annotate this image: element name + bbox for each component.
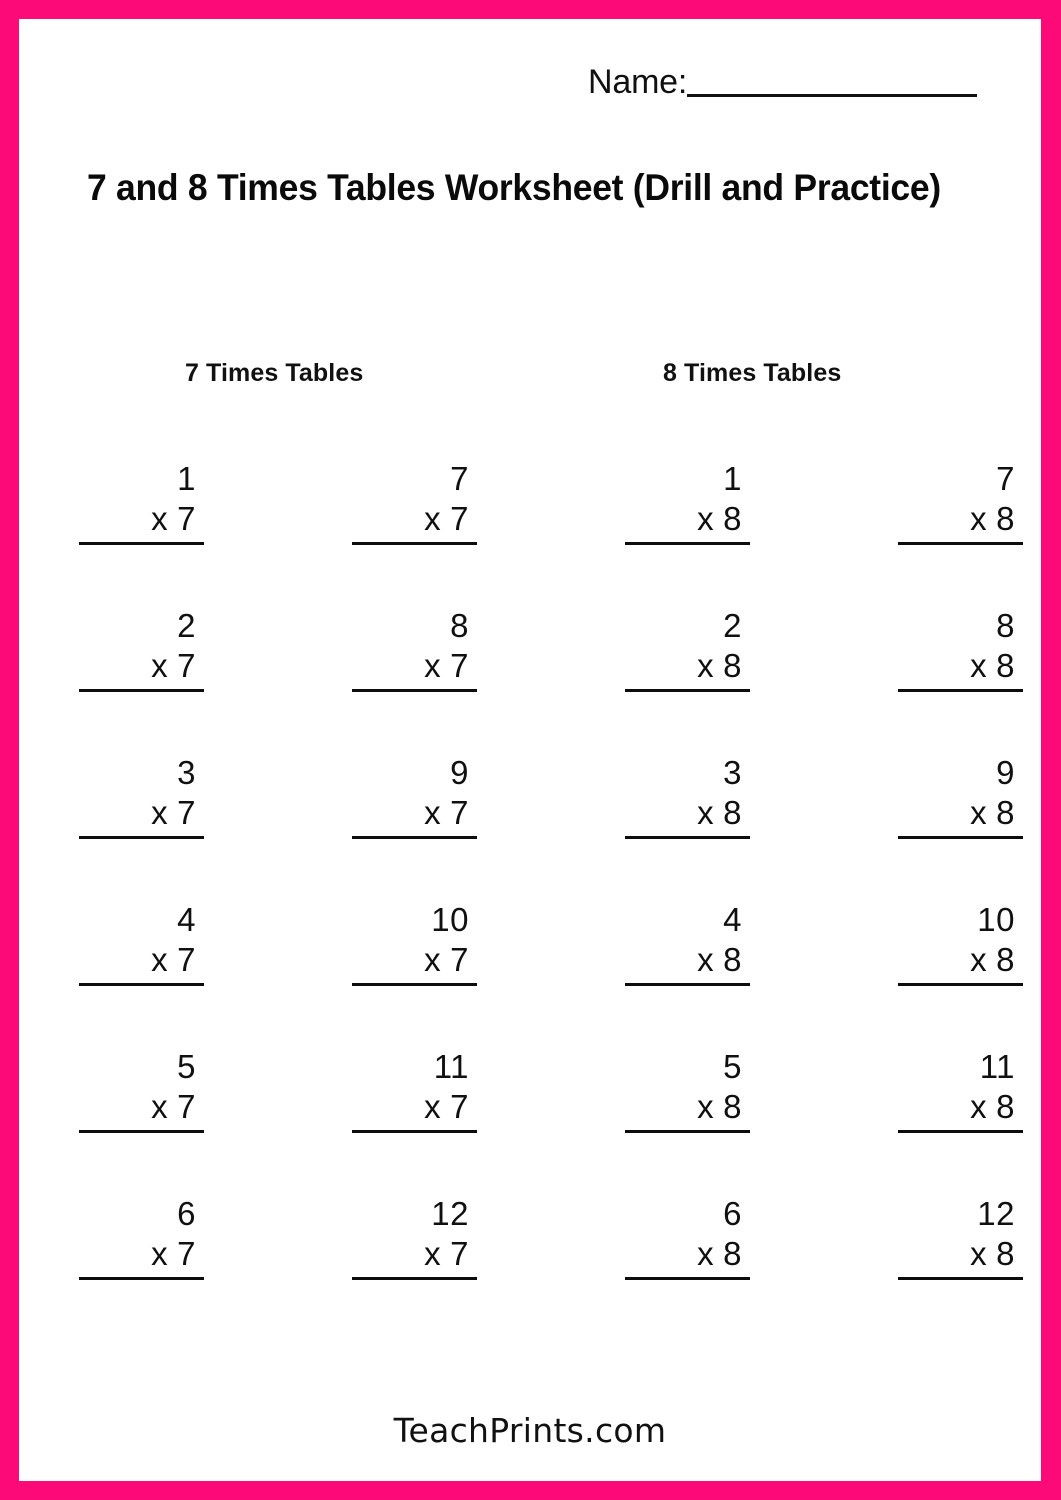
multiplier-line <box>625 793 750 833</box>
name-label: Name: <box>588 63 688 101</box>
multiplier: 7 <box>450 941 469 978</box>
multiplier-line <box>79 1087 204 1127</box>
multiplicand: 2 <box>723 607 742 644</box>
multiplicand: 2 <box>177 607 196 644</box>
multiplier: 7 <box>177 647 196 684</box>
multiplicand: 11 <box>979 1048 1015 1085</box>
answer-rule[interactable] <box>352 1277 477 1280</box>
multiplier-line <box>898 499 1023 539</box>
multiplier-line <box>352 499 477 539</box>
multiplier-line <box>79 646 204 686</box>
answer-rule[interactable] <box>898 1130 1023 1133</box>
multiplier: 8 <box>996 794 1015 831</box>
multiplication-problem <box>898 900 1023 992</box>
multiplication-problem <box>79 1047 204 1139</box>
multiplier-line <box>625 1087 750 1127</box>
multiplier: 7 <box>450 794 469 831</box>
multiply-operator-icon: x <box>970 500 988 537</box>
answer-rule[interactable] <box>625 689 750 692</box>
multiply-operator-icon: x <box>697 941 715 978</box>
multiplicand: 7 <box>996 460 1015 497</box>
multiplier-line <box>79 793 204 833</box>
multiply-operator-icon: x <box>970 647 988 684</box>
worksheet-sheet <box>19 19 1041 1481</box>
multiplier: 7 <box>450 647 469 684</box>
multiplier-line <box>898 646 1023 686</box>
multiplication-problem <box>898 1047 1023 1139</box>
multiplier-line <box>79 940 204 980</box>
multiply-operator-icon: x <box>424 794 442 831</box>
answer-rule[interactable] <box>352 1130 477 1133</box>
multiplier-line <box>625 940 750 980</box>
multiplier: 8 <box>996 1235 1015 1272</box>
multiply-operator-icon: x <box>424 941 442 978</box>
multiplication-problem <box>625 753 750 845</box>
multiplication-problem <box>898 753 1023 845</box>
multiplication-problem <box>625 900 750 992</box>
multiplication-problem <box>625 1047 750 1139</box>
multiplicand: 5 <box>177 1048 196 1085</box>
multiplication-problem <box>352 900 477 992</box>
multiply-operator-icon: x <box>424 1088 442 1125</box>
answer-rule[interactable] <box>79 1277 204 1280</box>
multiplicand: 10 <box>431 901 469 938</box>
answer-rule[interactable] <box>352 983 477 986</box>
multiplier-line <box>352 1234 477 1274</box>
answer-rule[interactable] <box>79 689 204 692</box>
multiplier: 8 <box>723 647 742 684</box>
multiplication-problem <box>79 606 204 698</box>
multiplier: 7 <box>177 794 196 831</box>
answer-rule[interactable] <box>352 836 477 839</box>
multiplier-line <box>625 499 750 539</box>
multiplicand: 7 <box>450 460 469 497</box>
multiply-operator-icon: x <box>970 941 988 978</box>
multiplier-line <box>352 646 477 686</box>
page-title: 7 and 8 Times Tables Worksheet (Drill and Practice) <box>87 167 941 208</box>
answer-rule[interactable] <box>625 983 750 986</box>
multiply-operator-icon: x <box>151 1088 169 1125</box>
multiply-operator-icon: x <box>151 500 169 537</box>
multiplicand: 1 <box>177 460 196 497</box>
multiplicand: 4 <box>723 901 742 938</box>
multiplier-line <box>898 1087 1023 1127</box>
multiplicand: 8 <box>450 607 469 644</box>
multiplicand: 3 <box>177 754 196 791</box>
multiply-operator-icon: x <box>697 500 715 537</box>
multiplication-problem <box>79 459 204 551</box>
multiplication-problem <box>352 1047 477 1139</box>
multiplicand: 1 <box>723 460 742 497</box>
multiplicand: 9 <box>450 754 469 791</box>
multiply-operator-icon: x <box>697 647 715 684</box>
multiplicand: 12 <box>431 1195 469 1232</box>
answer-rule[interactable] <box>79 1130 204 1133</box>
multiplication-problem <box>898 1194 1023 1286</box>
multiplier: 7 <box>177 941 196 978</box>
multiplication-problem <box>352 753 477 845</box>
answer-rule[interactable] <box>625 836 750 839</box>
answer-rule[interactable] <box>79 542 204 545</box>
answer-rule[interactable] <box>352 542 477 545</box>
multiplicand: 4 <box>177 901 196 938</box>
multiply-operator-icon: x <box>151 941 169 978</box>
answer-rule[interactable] <box>625 1277 750 1280</box>
multiplier: 8 <box>996 941 1015 978</box>
multiplicand: 3 <box>723 754 742 791</box>
multiplier-line <box>898 940 1023 980</box>
problem-grid <box>19 459 1041 1289</box>
multiplication-problem <box>79 1194 204 1286</box>
multiply-operator-icon: x <box>424 647 442 684</box>
multiplier: 8 <box>723 941 742 978</box>
multiplier-line <box>79 1234 204 1274</box>
multiplicand: 6 <box>723 1195 742 1232</box>
multiplicand: 11 <box>433 1048 469 1085</box>
multiplier-line <box>352 940 477 980</box>
multiplier-line <box>625 1234 750 1274</box>
multiplier: 8 <box>723 794 742 831</box>
multiplier: 8 <box>996 1088 1015 1125</box>
multiply-operator-icon: x <box>970 794 988 831</box>
footer-brand: TeachPrints.com <box>393 1411 667 1450</box>
multiply-operator-icon: x <box>697 794 715 831</box>
multiplier-line <box>898 793 1023 833</box>
multiply-operator-icon: x <box>151 1235 169 1272</box>
answer-rule[interactable] <box>79 983 204 986</box>
multiply-operator-icon: x <box>424 500 442 537</box>
answer-rule[interactable] <box>898 836 1023 839</box>
answer-rule[interactable] <box>898 983 1023 986</box>
multiplication-problem <box>352 606 477 698</box>
multiplier: 7 <box>177 1088 196 1125</box>
multiplier: 8 <box>996 500 1015 537</box>
multiplier: 7 <box>450 500 469 537</box>
multiplier: 7 <box>177 500 196 537</box>
multiplier: 8 <box>996 647 1015 684</box>
multiply-operator-icon: x <box>424 1235 442 1272</box>
multiply-operator-icon: x <box>970 1088 988 1125</box>
multiplier-line <box>352 793 477 833</box>
multiplication-problem <box>625 459 750 551</box>
multiplication-problem <box>352 459 477 551</box>
multiplier: 7 <box>450 1235 469 1272</box>
multiplier-line <box>898 1234 1023 1274</box>
multiply-operator-icon: x <box>151 794 169 831</box>
multiplier-line <box>352 1087 477 1127</box>
multiplication-problem <box>79 753 204 845</box>
name-write-in-line[interactable] <box>687 94 977 97</box>
multiplication-problem <box>625 606 750 698</box>
multiplication-problem <box>898 459 1023 551</box>
multiplier-line <box>625 646 750 686</box>
answer-rule[interactable] <box>625 542 750 545</box>
section-heading-7-times-tables: 7 Times Tables <box>185 359 364 387</box>
answer-rule[interactable] <box>625 1130 750 1133</box>
answer-rule[interactable] <box>898 542 1023 545</box>
multiplier: 8 <box>723 500 742 537</box>
multiplier: 7 <box>177 1235 196 1272</box>
name-row <box>19 62 1041 112</box>
multiplicand: 9 <box>996 754 1015 791</box>
multiply-operator-icon: x <box>970 1235 988 1272</box>
multiplicand: 8 <box>996 607 1015 644</box>
multiplication-problem <box>79 900 204 992</box>
answer-rule[interactable] <box>898 689 1023 692</box>
multiplicand: 10 <box>977 901 1015 938</box>
multiplicand: 5 <box>723 1048 742 1085</box>
name-field-group <box>588 62 977 102</box>
multiply-operator-icon: x <box>151 647 169 684</box>
multiplier: 8 <box>723 1088 742 1125</box>
multiplicand: 6 <box>177 1195 196 1232</box>
section-heading-8-times-tables: 8 Times Tables <box>663 359 842 387</box>
answer-rule[interactable] <box>79 836 204 839</box>
multiply-operator-icon: x <box>697 1088 715 1125</box>
multiplication-problem <box>898 606 1023 698</box>
multiplier: 7 <box>450 1088 469 1125</box>
multiplier: 8 <box>723 1235 742 1272</box>
multiplier-line <box>79 499 204 539</box>
multiplication-problem <box>352 1194 477 1286</box>
multiplication-problem <box>625 1194 750 1286</box>
answer-rule[interactable] <box>352 689 477 692</box>
answer-rule[interactable] <box>898 1277 1023 1280</box>
multiply-operator-icon: x <box>697 1235 715 1272</box>
multiplicand: 12 <box>977 1195 1015 1232</box>
